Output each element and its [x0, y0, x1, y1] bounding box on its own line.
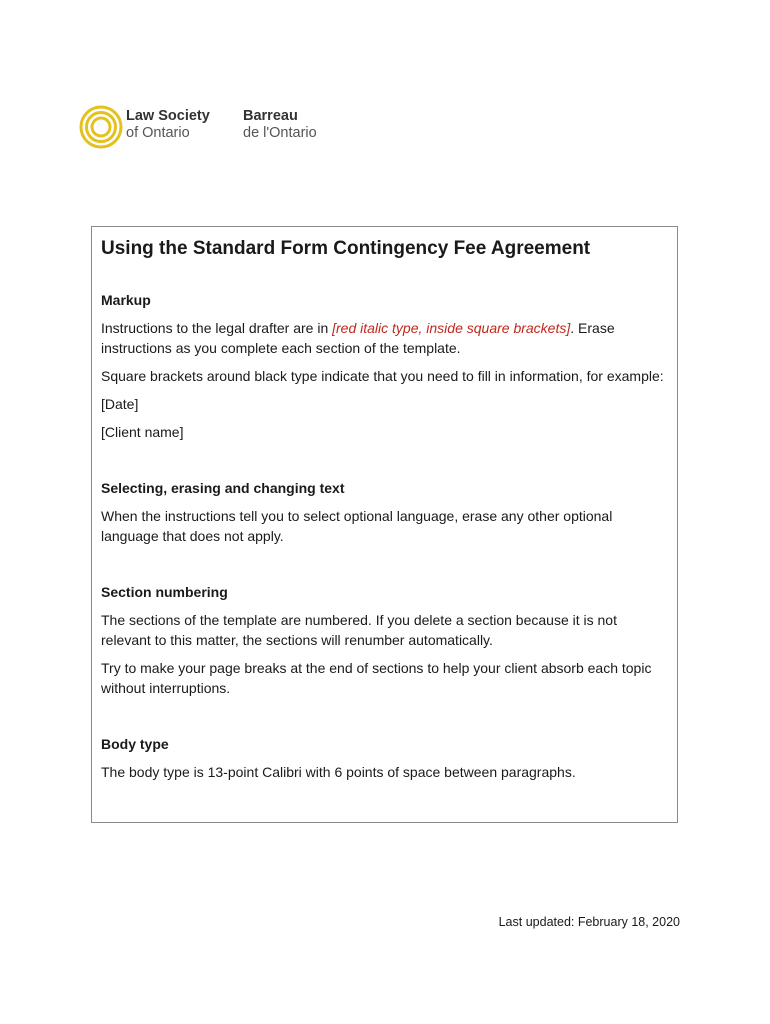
- logo-en-line1: Law Society: [126, 108, 210, 124]
- markup-paragraph-1: [101, 318, 668, 358]
- numbering-paragraph-1: The sections of the template are numbered. If you delete a section because it is not relevant to this matter, the sections will renumber automatically.: [101, 612, 617, 648]
- example-date: [Date]: [101, 396, 139, 412]
- markup-paragraph-2: Square brackets around black type indicate that you need to fill in information, for example:: [101, 368, 664, 384]
- body-type-paragraph: The body type is 13-point Calibri with 6 points of space between paragraphs.: [101, 764, 576, 780]
- document-title: Using the Standard Form Contingency Fee Agreement: [101, 238, 591, 259]
- last-updated: Last updated: February 18, 2020: [498, 915, 680, 929]
- markup-p1-after: . Erase instructions as you complete each section of the template.: [101, 320, 615, 356]
- example-client-name: [Client name]: [101, 424, 184, 440]
- markup-heading: Markup: [101, 292, 151, 308]
- markup-p1-before: Instructions to the legal drafter are in: [101, 320, 333, 336]
- numbering-paragraph-2: Try to make your page breaks at the end of sections to help your client absorb each topic without interruptions.: [101, 660, 652, 696]
- selecting-heading: Selecting, erasing and changing text: [101, 480, 345, 496]
- logo-en-line2: of Ontario: [126, 125, 190, 141]
- body-type-heading: Body type: [101, 736, 169, 752]
- logo-fr-line2: de l'Ontario: [243, 125, 317, 141]
- logo-fr-line1: Barreau: [243, 108, 298, 124]
- numbering-heading: Section numbering: [101, 584, 228, 600]
- logo: [78, 104, 317, 152]
- logo-french: [243, 108, 317, 142]
- law-society-ring-logo-icon: [78, 104, 124, 150]
- instructions-box: [91, 226, 678, 823]
- red-instruction-example: [red italic type, inside square brackets]: [332, 320, 571, 336]
- selecting-paragraph: When the instructions tell you to select optional language, erase any other optional language that does not apply.: [101, 508, 613, 544]
- logo-english: [126, 108, 210, 142]
